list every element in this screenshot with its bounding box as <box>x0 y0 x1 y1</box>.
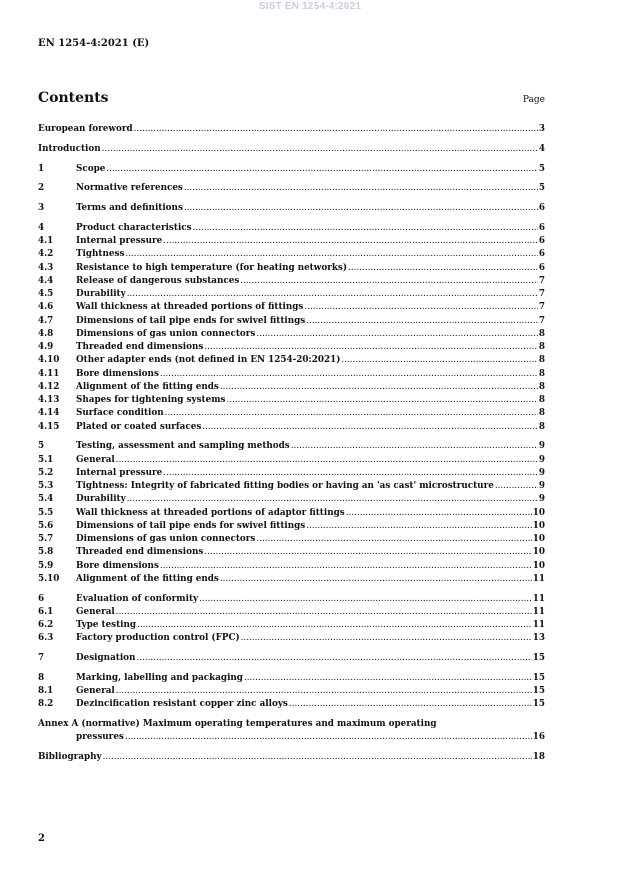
toc-leader-dots <box>289 698 532 711</box>
toc-entry-title: Factory production control (FPC) <box>76 633 240 644</box>
toc-entry-number: 4.5 <box>38 289 54 299</box>
toc-entry[interactable] <box>38 560 545 573</box>
toc-entry-number: 2 <box>38 183 45 194</box>
toc-entry-number: 5.2 <box>38 467 54 478</box>
toc-leader-dots <box>184 182 538 195</box>
toc-entry-title: Surface condition <box>76 408 164 419</box>
table-of-contents <box>38 123 545 764</box>
toc-entry-number: 1 <box>38 163 45 174</box>
toc-entry[interactable] <box>38 235 545 248</box>
toc-entry[interactable] <box>38 248 545 261</box>
toc-entry[interactable] <box>38 533 545 546</box>
toc-entry[interactable] <box>38 573 545 586</box>
toc-entry-title: Internal pressure <box>76 467 163 478</box>
toc-entry-page: 8 <box>538 368 545 379</box>
toc-entry[interactable] <box>38 440 545 453</box>
toc-leader-dots <box>106 163 538 176</box>
toc-entry[interactable] <box>38 520 545 533</box>
toc-entry[interactable] <box>38 407 545 420</box>
toc-entry-page: 7 <box>538 289 545 299</box>
toc-leader-dots <box>256 533 531 546</box>
toc-entry-page: 11 <box>532 606 545 617</box>
toc-entry[interactable] <box>38 222 545 235</box>
toc-entry[interactable] <box>38 262 545 275</box>
toc-annex-line2[interactable] <box>38 731 545 744</box>
toc-entry-title: Threaded end dimensions <box>76 547 204 558</box>
toc-entry-title: Dimensions of tail pipe ends for swivel fittings <box>76 315 306 326</box>
toc-entry-title: Dimensions of gas union connectors <box>76 328 256 339</box>
toc-entry-number: 4.11 <box>38 368 60 379</box>
toc-entry-number: 4.6 <box>38 302 54 313</box>
toc-entry-page: 13 <box>532 633 545 644</box>
toc-leader-dots <box>163 467 538 480</box>
toc-entry-number: 8.2 <box>38 699 54 710</box>
toc-entry-title: Bore dimensions <box>76 368 159 379</box>
toc-leader-dots <box>348 262 538 275</box>
toc-entry[interactable] <box>38 202 545 215</box>
toc-entry-title: Marking, labelling and packaging <box>76 672 243 683</box>
toc-entry-number: 4.8 <box>38 328 54 339</box>
toc-entry-page: 9 <box>538 467 545 478</box>
toc-leader-dots <box>125 248 537 261</box>
toc-entry-page: 11 <box>532 593 545 604</box>
toc-entries <box>38 123 545 712</box>
toc-entry[interactable] <box>38 354 545 367</box>
toc-entry-page: 11 <box>532 573 545 584</box>
toc-entry-number: 4.15 <box>38 421 60 432</box>
toc-entry-title: Durability <box>76 289 126 299</box>
toc-entry-page: 11 <box>532 620 545 630</box>
toc-leader-dots <box>244 672 532 685</box>
toc-leader-dots <box>127 288 538 301</box>
toc-leader-dots <box>202 421 538 434</box>
watermark: SIST EN 1254-4:2021 <box>258 1 362 12</box>
toc-leader-dots <box>116 606 532 619</box>
toc-leader-dots <box>341 354 537 367</box>
toc-entry-title: General <box>76 606 115 617</box>
toc-leader-dots <box>102 143 538 156</box>
toc-bibliography-title: Bibliography <box>38 752 102 762</box>
toc-entry[interactable] <box>38 698 545 711</box>
toc-entry-number: 4.3 <box>38 262 54 273</box>
toc-entry-number: 5.6 <box>38 520 54 531</box>
toc-entry-page: 10 <box>532 560 545 571</box>
toc-entry-page: 8 <box>538 408 545 419</box>
toc-leader-dots <box>495 480 538 493</box>
toc-entry[interactable] <box>38 182 545 195</box>
toc-entry-title: Release of dangerous substances <box>76 275 240 286</box>
toc-leader-dots <box>137 619 532 632</box>
toc-entry-number: 4.7 <box>38 315 54 326</box>
toc-entry-number: 5.1 <box>38 454 54 465</box>
toc-leader-dots <box>220 381 538 394</box>
toc-leader-dots <box>204 341 538 354</box>
toc-leader-dots <box>241 632 532 645</box>
toc-entry-page: 9 <box>538 454 545 465</box>
toc-leader-dots <box>306 520 532 533</box>
toc-entry-number: 5.7 <box>38 534 54 544</box>
toc-entry-title: Tightness <box>76 249 125 260</box>
toc-leader-dots <box>163 235 538 248</box>
toc-entry-page: 6 <box>538 203 545 213</box>
toc-entry-number: 5.8 <box>38 547 54 558</box>
toc-entry-page: 10 <box>532 520 545 531</box>
toc-annex-page: 16 <box>532 732 545 743</box>
toc-entry-title: Product characteristics <box>76 222 192 233</box>
toc-entry-title: Scope <box>76 163 106 174</box>
toc-leader-dots <box>116 454 538 467</box>
toc-leader-dots <box>160 560 532 573</box>
toc-entry-number: 5.5 <box>38 507 54 518</box>
toc-entry-page: 9 <box>538 481 545 491</box>
toc-entry-number: 8 <box>38 672 45 683</box>
toc-entry-title: Introduction <box>38 143 101 154</box>
toc-entry-number: 4.14 <box>38 408 60 419</box>
toc-entry-title: Other adapter ends (not defined in EN 1254-20:2021) <box>76 355 341 366</box>
toc-entry-title: Designation <box>76 653 136 663</box>
toc-entry-title: Dimensions of gas union connectors <box>76 534 256 544</box>
toc-leader-dots <box>204 546 531 559</box>
toc-leader-dots <box>184 202 538 215</box>
toc-entry-number: 4.13 <box>38 395 60 405</box>
toc-entry[interactable] <box>38 619 545 632</box>
toc-entry-title: Type testing <box>76 620 137 630</box>
toc-entry[interactable] <box>38 394 545 407</box>
toc-entry-title: Internal pressure <box>76 236 163 246</box>
toc-entry-title: Bore dimensions <box>76 560 159 571</box>
toc-entry-page: 8 <box>538 342 545 352</box>
toc-entry-page: 7 <box>538 315 545 326</box>
toc-entry-page: 6 <box>538 222 545 233</box>
toc-entry[interactable] <box>38 606 545 619</box>
toc-entry[interactable] <box>38 632 545 645</box>
toc-entry-title: Dimensions of tail pipe ends for swivel fittings <box>76 520 306 531</box>
toc-entry-number: 5.3 <box>38 481 54 491</box>
toc-entry-title: Normative references <box>76 183 183 194</box>
toc-entry[interactable] <box>38 381 545 394</box>
toc-entry-title: Wall thickness at threaded portions of adaptor fittings <box>76 507 345 518</box>
toc-entry-page: 7 <box>538 302 545 313</box>
toc-entry[interactable] <box>38 301 545 314</box>
toc-leader-dots <box>256 328 538 341</box>
toc-entry-page: 7 <box>538 275 545 286</box>
toc-entry[interactable] <box>38 454 545 467</box>
toc-entry-bibliography[interactable] <box>38 751 545 764</box>
toc-entry-number: 4 <box>38 222 45 233</box>
toc-annex-title-line1: Annex A (normative) Maximum operating temperatures and maximum operating <box>38 719 437 729</box>
toc-leader-dots <box>226 394 537 407</box>
toc-entry-title: Testing, assessment and sampling methods <box>76 441 290 452</box>
toc-entry[interactable] <box>38 652 545 665</box>
toc-leader-dots <box>127 493 538 506</box>
toc-leader-dots <box>199 593 532 606</box>
toc-leader-dots <box>220 573 532 586</box>
toc-entry-number: 4.10 <box>38 355 60 366</box>
toc-entry-page: 10 <box>532 547 545 558</box>
toc-entry[interactable] <box>38 546 545 559</box>
toc-entry-title: Threaded end dimensions <box>76 342 204 352</box>
toc-entry-title: Tightness: Integrity of fabricated fitting bodies or having an 'as cast' microstructure <box>76 481 494 491</box>
toc-entry[interactable] <box>38 368 545 381</box>
toc-annex-title-line2: pressures <box>76 732 124 743</box>
toc-entry-page: 4 <box>538 143 545 154</box>
toc-entry-title: Alignment of the fitting ends <box>76 573 219 584</box>
toc-entry-number: 4.12 <box>38 381 60 392</box>
toc-entry[interactable] <box>38 275 545 288</box>
toc-leader-dots <box>125 731 532 744</box>
toc-entry[interactable] <box>38 143 545 156</box>
toc-leader-dots <box>346 507 532 520</box>
toc-entry-number: 6.1 <box>38 606 54 617</box>
toc-entry[interactable] <box>38 163 545 176</box>
toc-entry[interactable] <box>38 480 545 493</box>
toc-entry-number: 4.2 <box>38 249 54 260</box>
toc-entry-title: Wall thickness at threaded portions of fittings <box>76 302 304 313</box>
toc-entry[interactable] <box>38 328 545 341</box>
toc-entry-number: 4.9 <box>38 342 54 352</box>
toc-entry-page: 10 <box>532 534 545 544</box>
toc-entry[interactable] <box>38 467 545 480</box>
toc-entry-page: 5 <box>538 163 545 174</box>
toc-annex-line1[interactable] <box>38 718 545 731</box>
toc-entry-page: 15 <box>532 672 545 683</box>
toc-leader-dots <box>116 685 532 698</box>
toc-entry-page: 6 <box>538 236 545 246</box>
toc-entry-page: 3 <box>538 124 545 134</box>
toc-entry-number: 5.10 <box>38 573 60 584</box>
toc-entry-title: Dezincification resistant copper zinc alloys <box>76 699 288 710</box>
toc-entry-title: Evaluation of conformity <box>76 593 199 604</box>
toc-entry-page: 8 <box>538 328 545 339</box>
toc-entry-title: Durability <box>76 494 126 505</box>
toc-entry-page: 6 <box>538 249 545 260</box>
toc-entry-number: 6 <box>38 593 45 604</box>
toc-entry-page: 9 <box>538 441 545 452</box>
toc-entry[interactable] <box>38 507 545 520</box>
toc-entry-page: 8 <box>538 381 545 392</box>
page-column-label: Page <box>522 95 545 105</box>
toc-entry[interactable] <box>38 315 545 328</box>
toc-entry-number: 5 <box>38 441 45 452</box>
toc-leader-dots <box>306 315 538 328</box>
toc-entry-number: 5.4 <box>38 494 54 505</box>
toc-entry-number: 6.3 <box>38 633 54 644</box>
toc-leader-dots <box>291 440 538 453</box>
toc-entry-page: 6 <box>538 262 545 273</box>
toc-entry-page: 15 <box>532 699 545 710</box>
toc-entry[interactable] <box>38 672 545 685</box>
toc-entry[interactable] <box>38 341 545 354</box>
toc-leader-dots <box>136 652 531 665</box>
toc-entry-page: 8 <box>538 395 545 405</box>
toc-entry-page: 8 <box>538 355 545 366</box>
toc-entry[interactable] <box>38 493 545 506</box>
toc-entry-title: General <box>76 686 115 696</box>
toc-bibliography-page: 18 <box>532 752 545 762</box>
toc-leader-dots <box>240 275 538 288</box>
contents-title: Contents <box>38 90 109 106</box>
toc-entry[interactable] <box>38 288 545 301</box>
toc-entry-title: European foreword <box>38 124 133 134</box>
toc-entry-number: 3 <box>38 203 45 213</box>
toc-leader-dots <box>134 123 538 136</box>
toc-leader-dots <box>304 301 538 314</box>
toc-entry-page: 8 <box>538 421 545 432</box>
toc-leader-dots <box>160 368 538 381</box>
toc-entry-number: 6.2 <box>38 620 54 630</box>
toc-entry[interactable] <box>38 123 545 136</box>
toc-leader-dots <box>103 751 532 764</box>
toc-entry-title: General <box>76 454 115 465</box>
toc-entry-number: 7 <box>38 653 45 663</box>
toc-entry-number: 4.1 <box>38 236 54 246</box>
toc-entry-title: Resistance to high temperature (for heating networks) <box>76 262 348 273</box>
toc-entry-page: 5 <box>538 183 545 194</box>
toc-entry-page: 15 <box>532 686 545 696</box>
toc-entry-title: Shapes for tightening systems <box>76 395 226 405</box>
toc-entry-number: 8.1 <box>38 686 54 696</box>
toc-entry-number: 5.9 <box>38 560 54 571</box>
toc-leader-dots <box>165 407 538 420</box>
document-id: EN 1254-4:2021 (E) <box>38 38 150 49</box>
toc-entry-page: 15 <box>532 653 545 663</box>
toc-entry-page: 9 <box>538 494 545 505</box>
toc-entry-title: Alignment of the fitting ends <box>76 381 219 392</box>
footer-page-number: 2 <box>38 833 45 844</box>
toc-entry-page: 10 <box>532 507 545 518</box>
toc-entry-title: Plated or coated surfaces <box>76 421 202 432</box>
toc-entry-number: 4.4 <box>38 275 54 286</box>
toc-entry[interactable] <box>38 593 545 606</box>
toc-entry-title: Terms and definitions <box>76 203 183 213</box>
toc-leader-dots <box>193 222 538 235</box>
toc-entry[interactable] <box>38 421 545 434</box>
toc-entry[interactable] <box>38 685 545 698</box>
